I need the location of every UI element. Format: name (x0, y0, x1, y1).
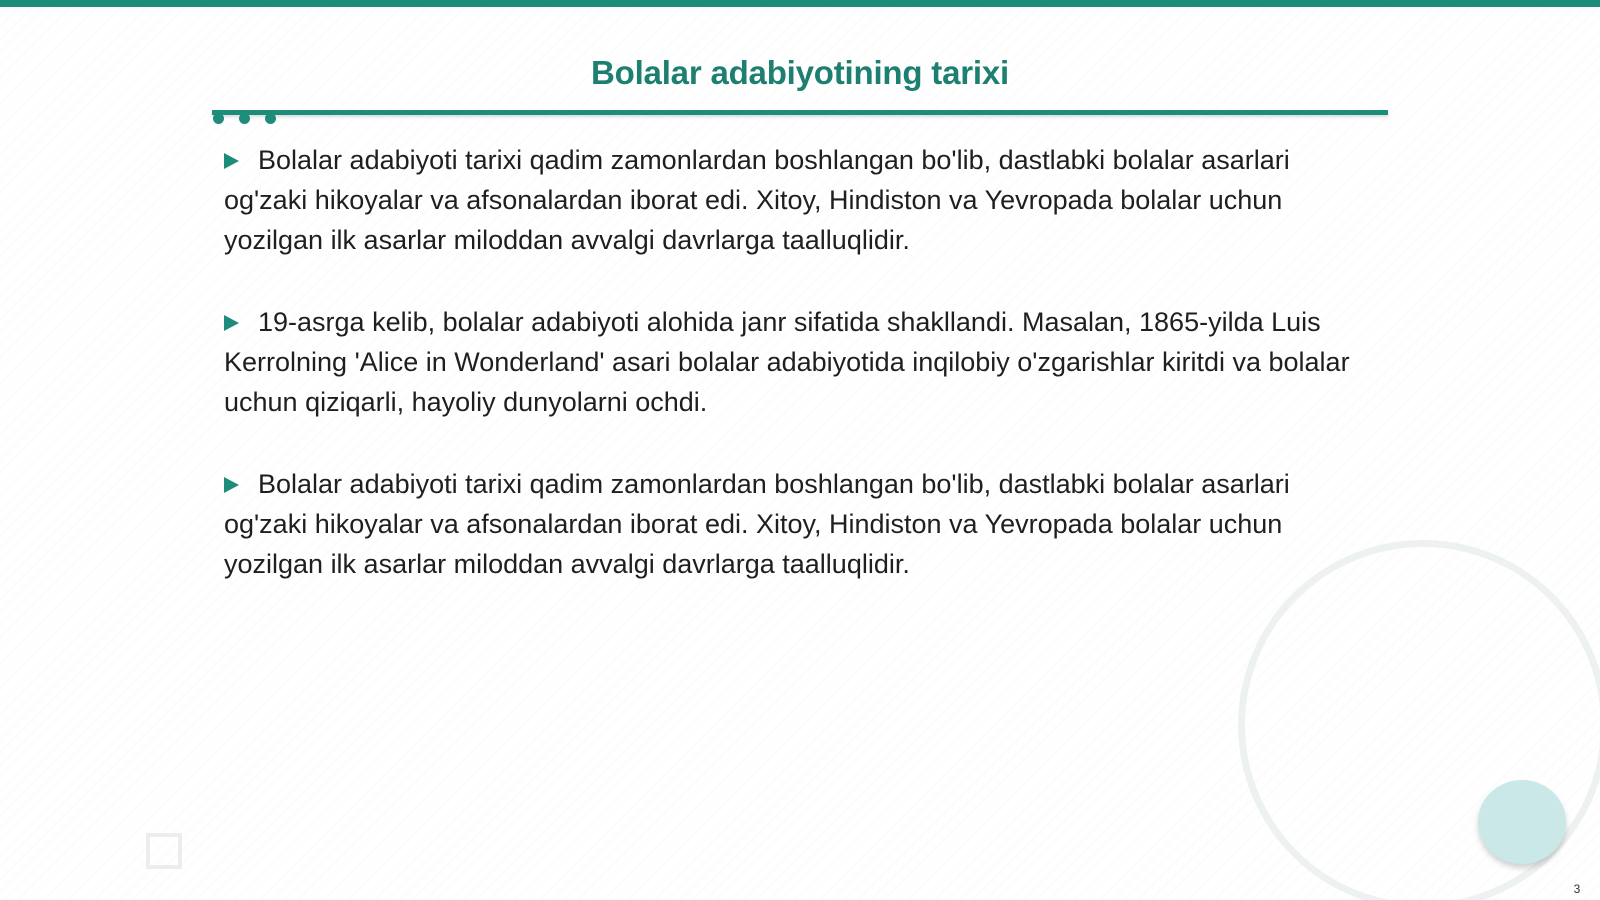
page-number: 3 (1573, 882, 1581, 896)
title-underline (212, 110, 1388, 115)
decorative-dot (239, 113, 250, 124)
decorative-bubble (1478, 780, 1566, 864)
decorative-dot (213, 113, 224, 124)
triangle-bullet-icon (224, 153, 239, 169)
bullet-paragraph (224, 302, 1350, 422)
bullet-paragraph (224, 140, 1350, 260)
triangle-bullet-icon (224, 315, 239, 331)
triangle-bullet-icon (224, 477, 239, 493)
slide-body (224, 140, 1350, 626)
paragraph-text: Bolalar adabiyoti tarixi qadim zamonlardan boshlangan bo'lib, dastlabki bolalar asarlari og'zaki hikoyalar va afsonalardan iborat edi. Xitoy, Hindiston va Yevropada bolalar uchun yozilgan ilk asarlar miloddan avvalgi davrlarga taalluqlidir. (224, 145, 1290, 255)
bullet-paragraph (224, 464, 1350, 584)
decorative-dot (265, 113, 276, 124)
decorative-square (146, 833, 182, 869)
top-accent-bar (0, 0, 1600, 7)
slide-title: Bolalar adabiyotining tarixi (591, 54, 1009, 91)
paragraph-text: 19-asrga kelib, bolalar adabiyoti alohida janr sifatida shakllandi. Masalan, 1865-yilda Luis Kerrolning 'Alice in Wonderland' asari bolalar adabiyotida inqilobiy o'zgarishlar kiritdi va bolalar uchun qiziqarli, hayoliy dunyolarni ochdi. (224, 307, 1350, 417)
paragraph-text: Bolalar adabiyoti tarixi qadim zamonlardan boshlangan bo'lib, dastlabki bolalar asarlari og'zaki hikoyalar va afsonalardan iborat edi. Xitoy, Hindiston va Yevropada bolalar uchun yozilgan ilk asarlar miloddan avvalgi davrlarga taalluqlidir. (224, 469, 1290, 579)
